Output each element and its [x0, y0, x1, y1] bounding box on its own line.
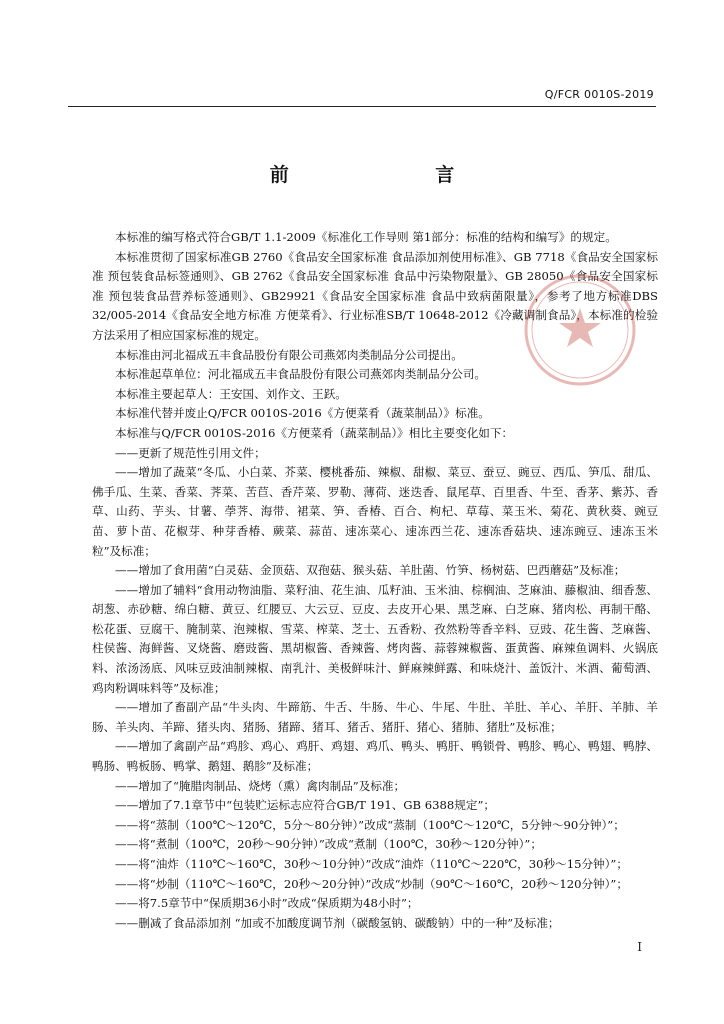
change-item: ——增加了“腌腊肉制品、烧烤（熏）禽肉制品”及标准；: [115, 778, 406, 793]
paragraph: 本标准由河北福成五丰食品股份有限公司燕郊肉类制品分公司提出。: [115, 347, 463, 362]
change-item: ——删减了食品添加剂 “加或不加酸度调节剂（碳酸氢钠、碳酸钠）中的一种”及标准；: [115, 915, 560, 930]
change-item: ——增加了蔬菜“冬瓜、小白菜、芥菜、樱桃番茄、辣椒、甜椒、菜豆、蚕豆、豌豆、西瓜、笋瓜、甜瓜、佛手瓜、生菜、香菜、荠菜、苦苣、香芹菜、罗勒、薄荷、迷迭香、鼠尾草、百里香、牛至、香茅、紫苏、香草、山药、芋头、甘薯、荸荠、海带、裙菜、笋、香椿、百合、枸杞、草莓、菜玉米、菊花、黄秋葵、豌豆苗、萝卜苗、花椒芽、种芽香椿、蕨菜、蒜苗、速冻菜心、速冻西兰花、速冻香菇块、速冻豌豆、速冻玉米粒”及标准；: [92, 465, 658, 558]
change-item: ——将“煮制（100℃，20秒～90分钟）”改成“煮制（100℃，30秒～120分钟）”；: [115, 837, 542, 852]
paragraph: 本标准主要起草人：王安国、刘作文、王跃。: [115, 386, 347, 401]
stamp-star-icon: [559, 308, 601, 347]
paragraph: 本标准起草单位：河北福成五丰食品股份有限公司燕郊肉类制品分公司。: [115, 367, 487, 382]
paragraph: 本标准与Q/FCR 0010S-2016《方便菜肴（蔬菜制品）》相比主要变化如下：: [115, 425, 514, 440]
change-item: ——增加了食用菌“白灵菇、金顶菇、双孢菇、猴头菇、羊肚菌、竹笋、杨树菇、巴西蘑菇”及标准；: [115, 563, 626, 578]
change-item: ——将“炒制（110℃～160℃，20秒～20分钟）”改成“炒制（90℃～160℃，20秒～120分钟）”；: [115, 876, 628, 891]
paragraph: 本标准的编写格式符合GB/T 1.1-2009《标准化工作导则 第1部分：标准的结构和编写》的规定。: [115, 230, 617, 244]
change-item: ——更新了规范性引用文件；: [115, 445, 266, 460]
company-seal-stamp: [520, 270, 640, 390]
page-title: 前 言: [269, 164, 525, 186]
change-item: ——将7.5章节中“保质期36小时”改成“保质期为48小时”；: [115, 896, 419, 911]
page-number: I: [637, 940, 642, 954]
paragraph: 本标准代替并废止Q/FCR 0010S-2016《方便菜肴（蔬菜制品）》标准。: [115, 406, 490, 421]
header-rule: [68, 106, 656, 107]
change-item: ——将“蒸制（100℃～120℃，5分～80分钟）”改成“蒸制（100℃～120℃，5分钟～90分钟）”；: [115, 817, 625, 832]
document-code: Q/FCR 0010S-2019: [544, 88, 654, 101]
paragraph: 本标准贯彻了国家标准GB 2760《食品安全国家标准 食品添加剂使用标准》、GB 7718《食品安全国家标准 预包装食品标签通则》、GB 2762《食品安全国家标准 食品中污染物限量》、GB 28050《食品安全国家标准 预包装食品营养标签通则》、GB29921《食品安全国家标准 食品中致病菌限量》，参考了地方标准DBS 32/005-2014《食品安全地方标准 方便菜肴》、行业标准SB/T 10648-2012《冷藏调制食品》，本标准的检验方法采用了相应国家标准的规定。: [92, 249, 658, 342]
change-item: ——增加了畜副产品“牛头肉、牛蹄筋、牛舌、牛肠、牛心、牛尾、牛肚、羊肚、羊心、羊肝、羊肺、羊肠、羊头肉、羊蹄、猪头肉、猪肠、猪蹄、猪耳、猪舌、猪肝、猪心、猪肺、猪肚”及标准；: [92, 700, 658, 734]
change-item: ——增加了辅料“食用动物油脂、菜籽油、花生油、瓜籽油、玉米油、棕榈油、芝麻油、藤椒油、细香葱、胡葱、赤砂糖、绵白糖、黄豆、红腰豆、大云豆、豆皮、去皮开心果、黑芝麻、白芝麻、猪肉松、再制干酪、松花蛋、豆腐干、腌制菜、泡辣椒、雪菜、榨菜、芝士、五香粉、孜然粉等香辛料、豆豉、花生酱、芝麻酱、柱侯酱、海鲜酱、叉烧酱、磨豉酱、黑胡椒酱、香辣酱、烤肉酱、蒜蓉辣椒酱、蛋黄酱、麻辣鱼调料、火锅底料、浓汤汤底、风味豆豉油制辣椒、南乳汁、美极鲜味汁、鲜麻辣鲜露、和味烧汁、盖饭汁、米酒、葡萄酒、鸡肉粉调味料等”及标准；: [92, 582, 658, 695]
change-item: ——将“油炸（110℃～160℃，30秒～10分钟）”改成“油炸（110℃～220℃，30秒～15分钟）”；: [115, 857, 628, 871]
change-item: ——增加了禽副产品“鸡胗、鸡心、鸡肝、鸡翅、鸡爪、鸭头、鸭肝、鸭锁骨、鸭胗、鸭心、鸭翅、鸭脖、鸭肠、鸭板肠、鸭掌、鹅翅、鹅胗”及标准；: [92, 739, 658, 774]
change-item: ——增加了7.1章节中“包装贮运标志应符合GB/T 191、GB 6388规定”；: [115, 798, 495, 813]
